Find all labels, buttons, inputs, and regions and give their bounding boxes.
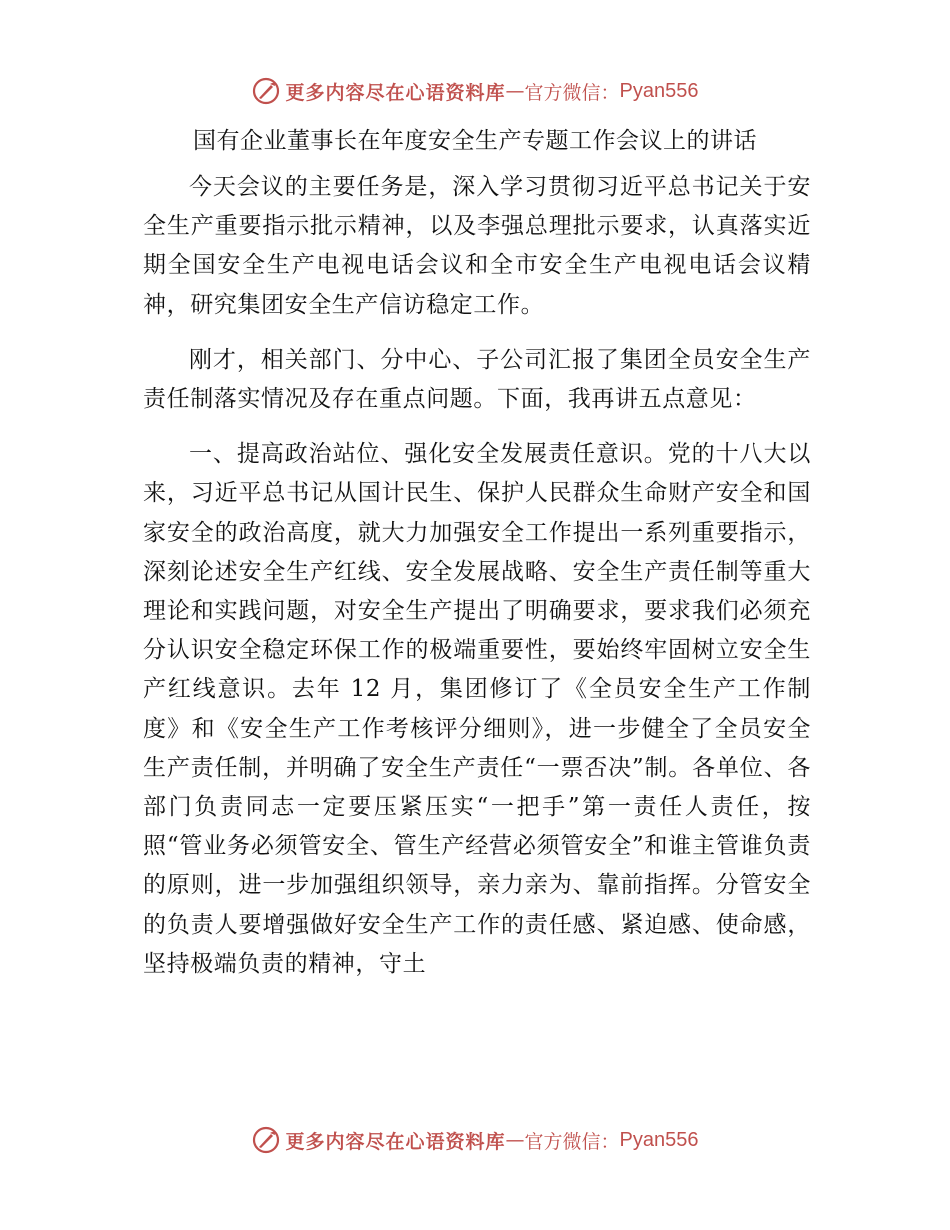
banner-dash: — <box>505 80 525 102</box>
footer-banner <box>0 1122 950 1158</box>
banner-wechat-label: 官方微信： <box>524 81 620 104</box>
document-body <box>143 168 811 1000</box>
paragraph: 刚才，相关部门、分中心、子公司汇报了集团全员安全生产责任制落实情况及存在重点问题。下面，我再讲五点意见： <box>143 346 811 413</box>
document-title: 国有企业董事长在年度安全生产专题工作会议上的讲话 <box>193 128 757 154</box>
header-banner <box>0 73 950 109</box>
banner-text: 更多内容尽在心语资料库 <box>285 81 506 104</box>
quill-logo-icon <box>252 1126 280 1154</box>
paragraph: 一、提高政治站位、强化安全发展责任意识。党的十八大以来，习近平总书记从国计民生、保护人民群众生命财产安全和国家安全的政治高度，就大力加强安全工作提出一系列重要指示，深刻论述安全生产红线、安全发展战略、安全生产责任制等重大理论和实践问题，对安全生产提出了明确要求，要求我们必须充分认识安全稳定环保工作的极端重要性，要始终牢固树立安全生产红线意识。去年 12 月，集团修订了《全员安全生产工作制度》和《安全生产工作考核评分细则》，进一步健全了全员安全生产责任制，并明确了安全生产责任“一票否决”制。各单位、各部门负责同志一定要压紧压实“一把手”第一责任人责任，按照“管业务必须管安全、管生产经营必须管安全”和谁主管谁负责的原则，进一步加强组织领导，亲力亲为、靠前指挥。分管安全的负责人要增强做好安全生产工作的责任感、紧迫感、使命感，坚持极端负责的精神，守土 <box>143 441 811 977</box>
paragraph: 今天会议的主要任务是，深入学习贯彻习近平总书记关于安全生产重要指示批示精神，以及李强总理批示要求，认真落实近期全国安全生产电视电话会议和全市安全生产电视电话会议精神，研究集团安全生产信访稳定工作。 <box>143 174 811 318</box>
quill-logo-icon <box>252 77 280 105</box>
banner-text: 更多内容尽在心语资料库 <box>285 1130 506 1153</box>
banner-wechat-label: 官方微信： <box>524 1130 620 1153</box>
banner-dash: — <box>505 1129 525 1151</box>
banner-wechat-id: Pyan556 <box>619 1128 699 1151</box>
banner-wechat-id: Pyan556 <box>619 79 699 102</box>
